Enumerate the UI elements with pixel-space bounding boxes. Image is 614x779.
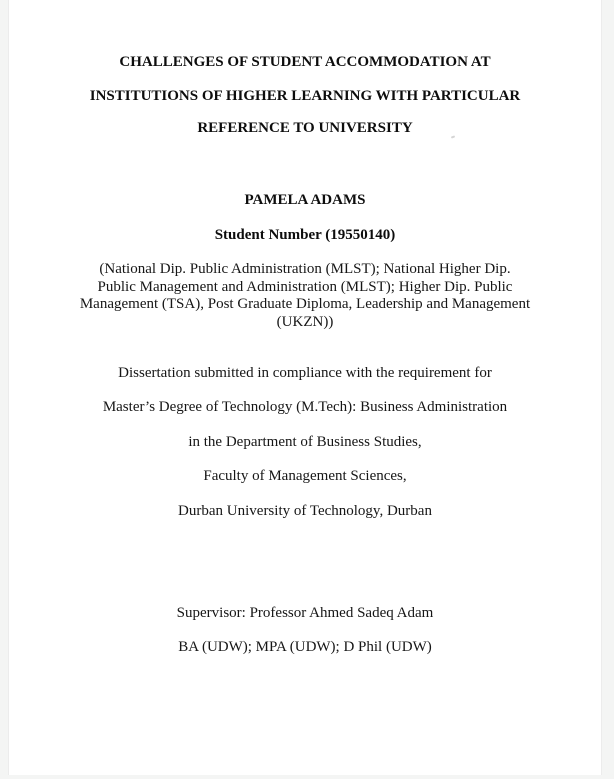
smudge-mark bbox=[451, 135, 455, 138]
qualifications-line-3: Management (TSA), Post Graduate Diploma, Leadership and Management bbox=[79, 296, 531, 312]
degree-name: Master’s Degree of Technology (M.Tech): Business Administration bbox=[102, 399, 508, 415]
department-name: in the Department of Business Studies, bbox=[188, 434, 422, 450]
faculty-name: Faculty of Management Sciences, bbox=[203, 468, 407, 484]
author-name: PAMELA ADAMS bbox=[244, 192, 366, 208]
thesis-title-line-3: REFERENCE TO UNIVERSITY bbox=[197, 120, 413, 136]
thesis-title-line-2: INSTITUTIONS OF HIGHER LEARNING WITH PARTICULAR bbox=[89, 88, 521, 104]
author-qualifications bbox=[9, 261, 601, 331]
university-name: Durban University of Technology, Durban bbox=[178, 503, 432, 519]
submission-statement: Dissertation submitted in compliance with the requirement for bbox=[118, 365, 492, 381]
student-number: Student Number (19550140) bbox=[214, 227, 396, 243]
qualifications-line-4: (UKZN)) bbox=[276, 313, 334, 330]
supervisor-credentials: BA (UDW); MPA (UDW); D Phil (UDW) bbox=[178, 639, 432, 655]
thesis-title-line-1: CHALLENGES OF STUDENT ACCOMMODATION AT bbox=[119, 54, 491, 70]
qualifications-line-1: (National Dip. Public Administration (MLST); National Higher Dip. bbox=[99, 261, 511, 277]
supervisor-name: Supervisor: Professor Ahmed Sadeq Adam bbox=[176, 605, 434, 621]
qualifications-line-2: Public Management and Administration (MLST); Higher Dip. Public bbox=[97, 278, 513, 295]
title-page bbox=[8, 0, 602, 775]
